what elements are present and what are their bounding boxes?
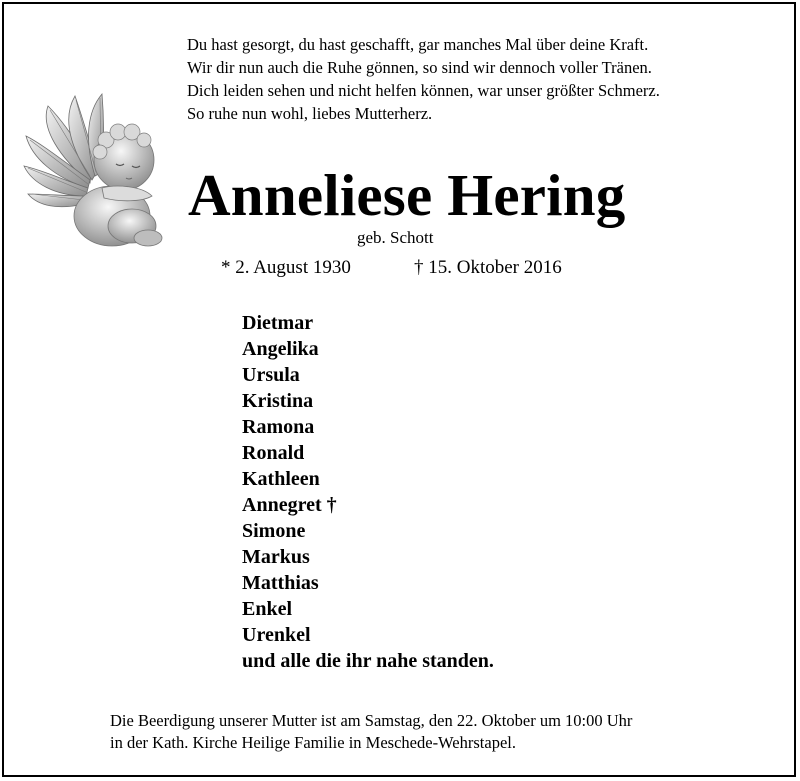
mourner-name: Enkel xyxy=(242,598,293,620)
mourner-name: Matthias xyxy=(242,572,319,594)
funeral-line: Die Beerdigung unserer Mutter ist am Samstag, den 22. Oktober um 10:00 Uhr xyxy=(110,711,633,730)
sleeping-cherub-icon xyxy=(20,88,170,256)
funeral-notice xyxy=(110,710,632,754)
mourner-name: Urenkel xyxy=(242,624,311,646)
mourner-name: Kathleen xyxy=(242,468,320,490)
funeral-line: in der Kath. Kirche Heilige Familie in Meschede-Wehrstapel. xyxy=(110,733,516,752)
mourner-name: Ramona xyxy=(242,416,315,438)
death-date: † 15. Oktober 2016 xyxy=(414,257,562,278)
poem-line: Du hast gesorgt, du hast geschafft, gar manches Mal über deine Kraft. xyxy=(187,35,649,54)
maiden-name: geb. Schott xyxy=(357,228,434,247)
poem-line: So ruhe nun wohl, liebes Mutterherz. xyxy=(187,104,433,123)
mourner-name: Angelika xyxy=(242,338,319,360)
mourner-name: Annegret † xyxy=(242,494,337,516)
mourner-name: Kristina xyxy=(242,390,314,412)
mourners-closing-line: und alle die ihr nahe standen. xyxy=(242,650,494,672)
birth-date: * 2. August 1930 xyxy=(221,257,351,278)
poem xyxy=(187,33,660,125)
mourners-list xyxy=(242,310,494,674)
mourner-name: Dietmar xyxy=(242,312,314,334)
mourner-name: Ursula xyxy=(242,364,300,386)
mourner-name: Markus xyxy=(242,546,310,568)
poem-line: Dich leiden sehen und nicht helfen können, war unser größter Schmerz. xyxy=(187,81,660,100)
deceased-name: Anneliese Hering xyxy=(188,162,626,228)
mourner-name: Simone xyxy=(242,520,306,542)
mourner-name: Ronald xyxy=(242,442,305,464)
poem-line: Wir dir nun auch die Ruhe gönnen, so sind wir dennoch voller Tränen. xyxy=(187,58,652,77)
